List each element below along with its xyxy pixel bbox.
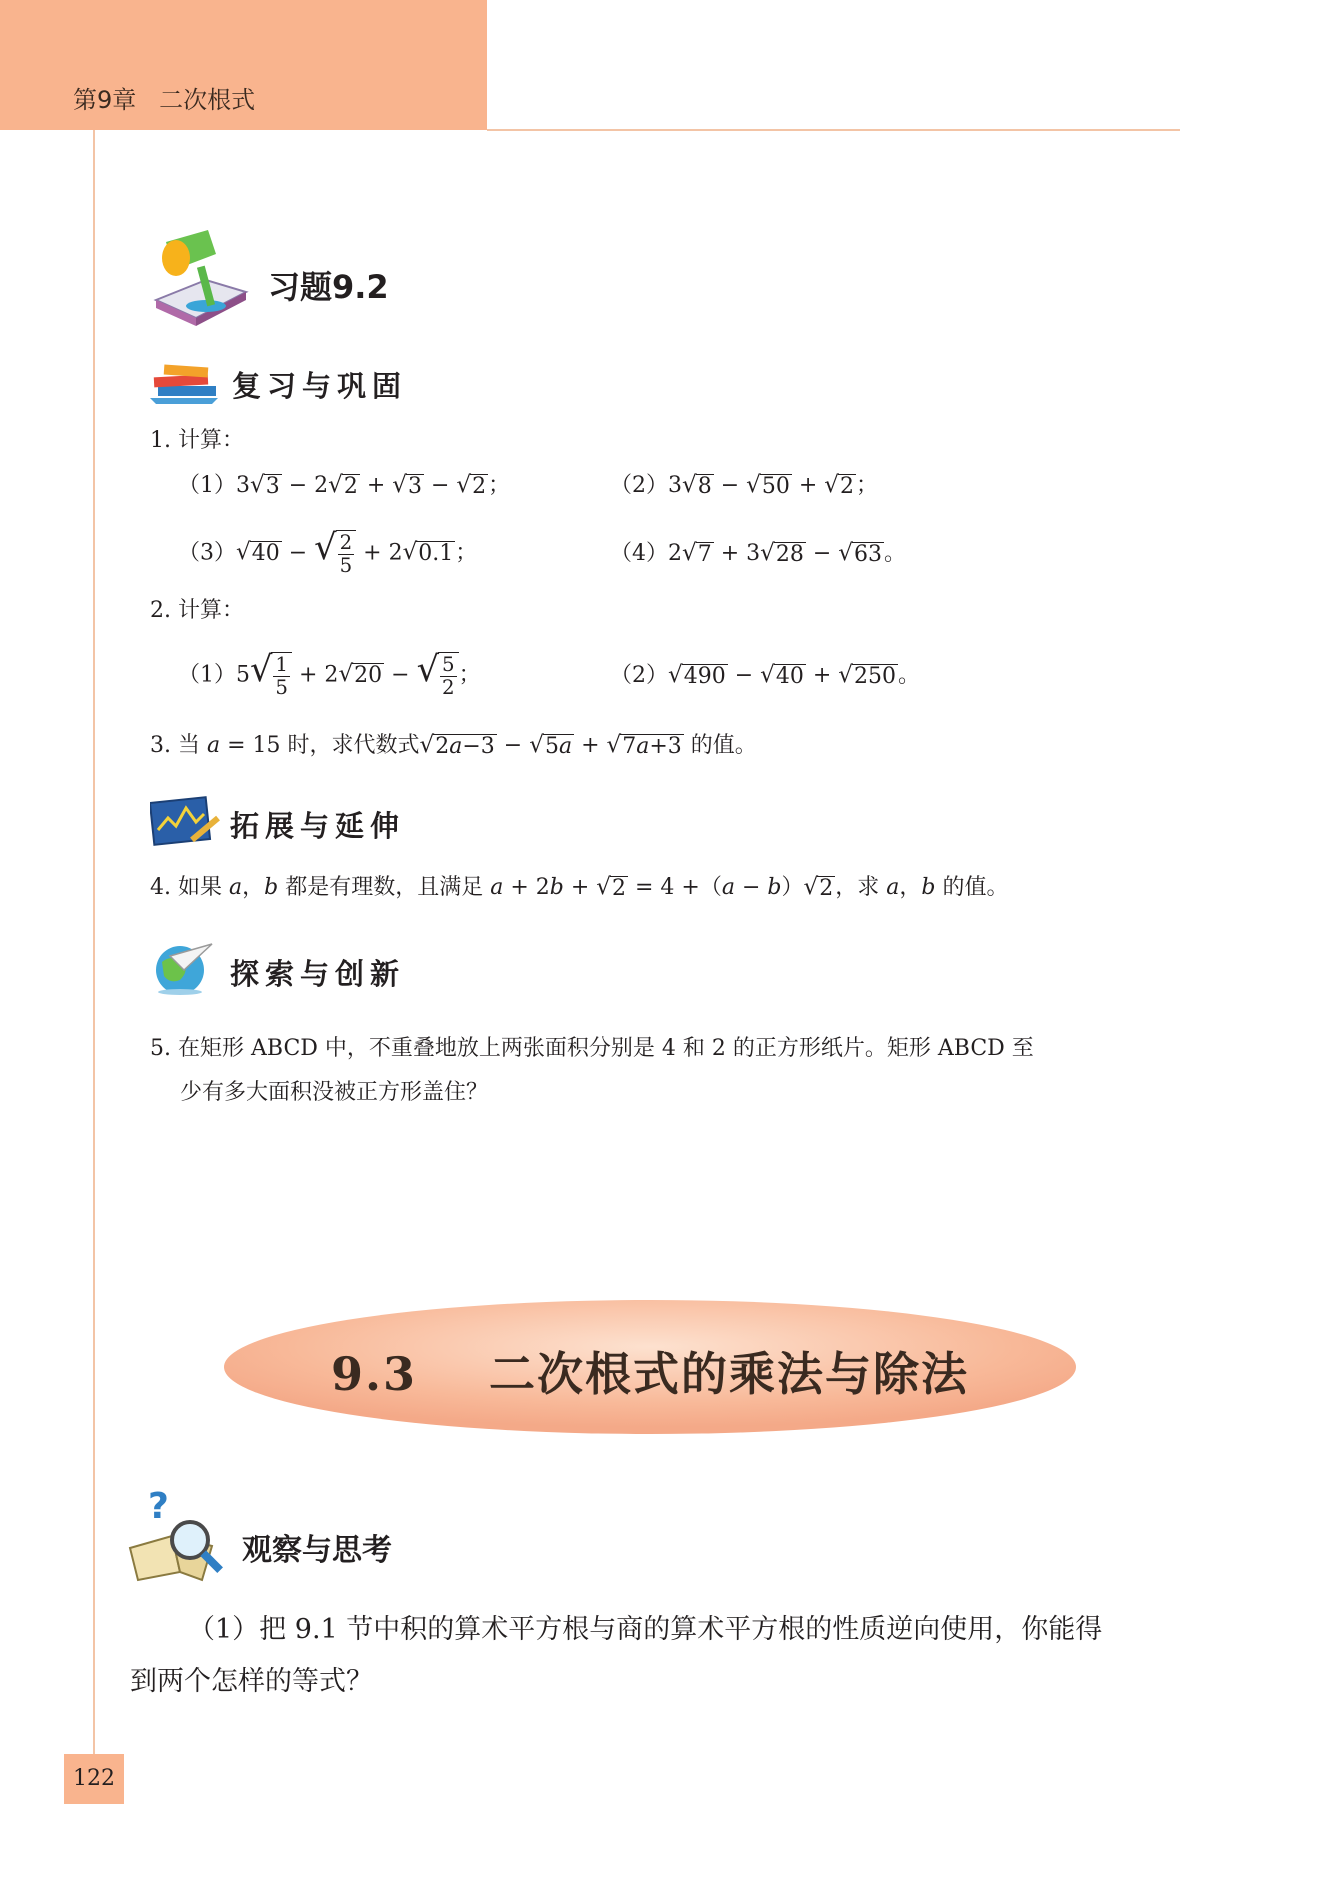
problem-label: （2） <box>610 663 668 688</box>
globe-plane-icon <box>150 940 216 996</box>
problem-5-line-2: 少有多大面积没被正方形盖住？ <box>180 1080 489 1105</box>
problem-1-2: （2）3 √ 8 − √ 50 + √ 2 ； <box>610 472 879 499</box>
problem-2-1: （1）5 √ $\frac{1}{5}$ + 2 √ 20 − √ $\frac{5}{2}$ ； <box>178 649 481 699</box>
page-number: 122 <box>73 1766 115 1791</box>
chapter-label: 第9章 <box>73 86 137 114</box>
problem-2-intro: 2. 计算： <box>150 598 244 623</box>
margin-rule <box>93 130 95 1755</box>
section-extend-title: 拓展与延伸 <box>230 809 406 843</box>
section-explore-title: 探索与创新 <box>230 957 406 991</box>
header-rule <box>487 129 1180 131</box>
observe-paragraph <box>130 1604 1180 1708</box>
problem-label: （2） <box>610 473 668 498</box>
observe-line-2: 到两个怎样的等式？ <box>130 1666 373 1697</box>
observe-title: 观察与思考 <box>242 1533 392 1568</box>
observe-line-1: （1）把 9.1 节中积的算术平方根与商的算术平方根的性质逆向使用，你能得 <box>188 1614 1103 1645</box>
problem-label: （1） <box>178 662 236 688</box>
problem-label: （3） <box>178 540 236 566</box>
problem-1-1: （1）3 √ 3 − 2 √ 2 + √ 3 − √ 2 ； <box>178 472 511 499</box>
chart-pencil-icon <box>150 796 220 850</box>
problem-label: （4） <box>610 541 668 566</box>
problem-3: 3. 当 a = 15 时，求代数式 √ 2a−3 − √ 5a + √ 7a+3 的值。 <box>150 732 757 759</box>
problem-label: （1） <box>178 473 236 498</box>
problem-2-2: （2） √ 490 − √ 40 + √ 250 。 <box>610 662 921 689</box>
chapter-header <box>73 80 255 115</box>
section-heading <box>222 1338 1078 1404</box>
lamp-book-icon <box>146 230 256 330</box>
problem-4: 4. 如果 a，b 都是有理数，且满足 a + 2b + √ 2 = 4 +（a − b） √ 2 ，求 a，b 的值。 <box>150 874 1009 901</box>
problem-1-intro: 1. 计算： <box>150 428 244 453</box>
chapter-title: 二次根式 <box>159 86 256 114</box>
section-number: 9.3 <box>330 1347 417 1401</box>
svg-text:?: ? <box>148 1486 169 1527</box>
problem-1-4: （4）2 √ 7 + 3 √ 28 − √ 63 。 <box>610 540 907 567</box>
problem-1-3: （3） √ 40 − √ $\frac{2}{5}$ + 2 √ 0.1 ； <box>178 527 478 577</box>
books-icon <box>150 362 220 406</box>
magnifier-book-icon <box>126 1484 230 1584</box>
section-title: 二次根式的乘法与除法 <box>489 1347 970 1401</box>
exercise-title: 习题9.2 <box>268 268 389 306</box>
section-review-title: 复习与巩固 <box>232 369 408 403</box>
problem-5-line-1: 5. 在矩形 ABCD 中，不重叠地放上两张面积分别是 4 和 2 的正方形纸片。矩形 ABCD 至 <box>150 1036 1034 1061</box>
